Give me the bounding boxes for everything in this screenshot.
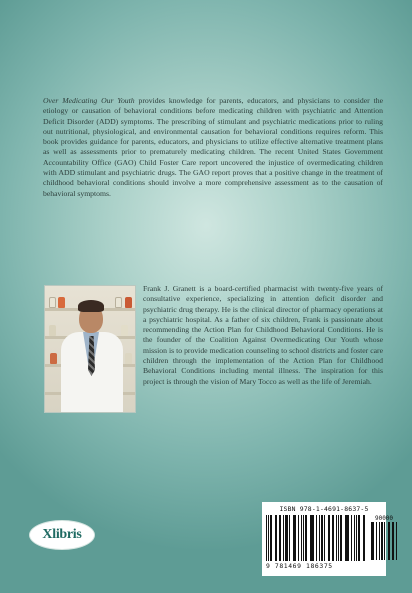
barcode-bar xyxy=(340,515,342,561)
barcode-bars-row xyxy=(266,515,394,561)
barcode-bar xyxy=(321,515,323,561)
price-code: 90000 xyxy=(374,515,394,522)
barcode-bar xyxy=(358,515,360,561)
barcode-bar xyxy=(376,522,377,560)
barcode-bar xyxy=(332,515,334,561)
author-bio-text: Frank J. Granett is a board-certified pharmacist with twenty-five years of consultative experience, specializing in attention deficit disorder and psychiatric drug therapy. He is the clinical director of pharmacy operations at a psychiatric hospital. As a father of six children, Frank is passionate about recommending the Action Plan for Childhood Behavioral Conditions. He is the founder of the Coalition Against Overmedicating Our Youth whose mission is to provide medication counseling to school districts and foster care children through the implementation of the Action Plan for Childhood Behavioral Conditions including mental illness. The inspiration for this project is through the vision of Mary Tocco as well as the life of Jeremiah. xyxy=(143,284,383,386)
barcode-bar xyxy=(294,515,296,561)
author-bio xyxy=(43,284,383,418)
barcode-bar xyxy=(392,522,394,560)
barcode-bar xyxy=(396,522,397,560)
barcode-bar xyxy=(285,515,288,561)
barcode-bar xyxy=(270,515,272,561)
barcode-bar xyxy=(372,522,374,560)
barcode-bar xyxy=(356,515,357,561)
barcode-bar xyxy=(351,515,352,561)
isbn-text: ISBN 978-1-4691-8637-5 xyxy=(279,505,369,513)
book-title-reference: Over Medicating Our Youth xyxy=(43,96,135,105)
barcode-bar xyxy=(289,515,290,561)
barcode-bar xyxy=(316,515,317,561)
barcode-bar xyxy=(381,522,383,560)
barcode-bar xyxy=(303,515,304,561)
price-bars xyxy=(371,522,398,560)
barcode-bar xyxy=(324,515,325,561)
isbn-barcode xyxy=(262,502,394,576)
book-description xyxy=(43,96,383,199)
barcode-bar xyxy=(329,515,330,561)
photo-spacer xyxy=(43,284,143,418)
barcode-bar xyxy=(389,522,390,560)
barcode-bar xyxy=(279,515,281,561)
barcode-bar xyxy=(268,515,269,561)
barcode-bar xyxy=(305,515,307,561)
barcode-bar xyxy=(311,515,314,561)
price-block xyxy=(371,515,398,561)
barcode-bar xyxy=(298,515,299,561)
xlibris-logo xyxy=(30,521,94,549)
barcode-bar xyxy=(338,515,339,561)
book-description-text: provides knowledge for parents, educators, and physicians to consider the etiology or causation of behavioral conditions before medicating children with psychiatric and Attention Deficit Disorder (ADD) symptoms. The prescribing of stimulant and psychiatric medications prior to ruling out nutritional, physiological, and environmental causation for behavioral conditions requires reform. This book provides guidance for parents, educators, and physicians to utilize effective alternative treatment plans as well as assessments prior to prematurely medicating children. The recent United States Government Accountability Office (GAO) Child Foster Care report uncovered the injustice of overmedicating children with ADD stimulant and psychiatric drugs. The GAO report proves that a positive change in the treatment of childhood behavioral conditions should involve a more comprehensive assessment as to the causation of behavioral symptoms. xyxy=(43,96,383,198)
publisher-name: Xlibris xyxy=(42,527,82,542)
barcode-bar xyxy=(346,515,349,561)
barcode-bar xyxy=(276,515,277,561)
barcode-bar xyxy=(384,522,385,560)
ean-bars xyxy=(266,515,367,561)
barcode-bar xyxy=(364,515,365,561)
ean-number: 9 781469 186375 xyxy=(266,562,333,570)
